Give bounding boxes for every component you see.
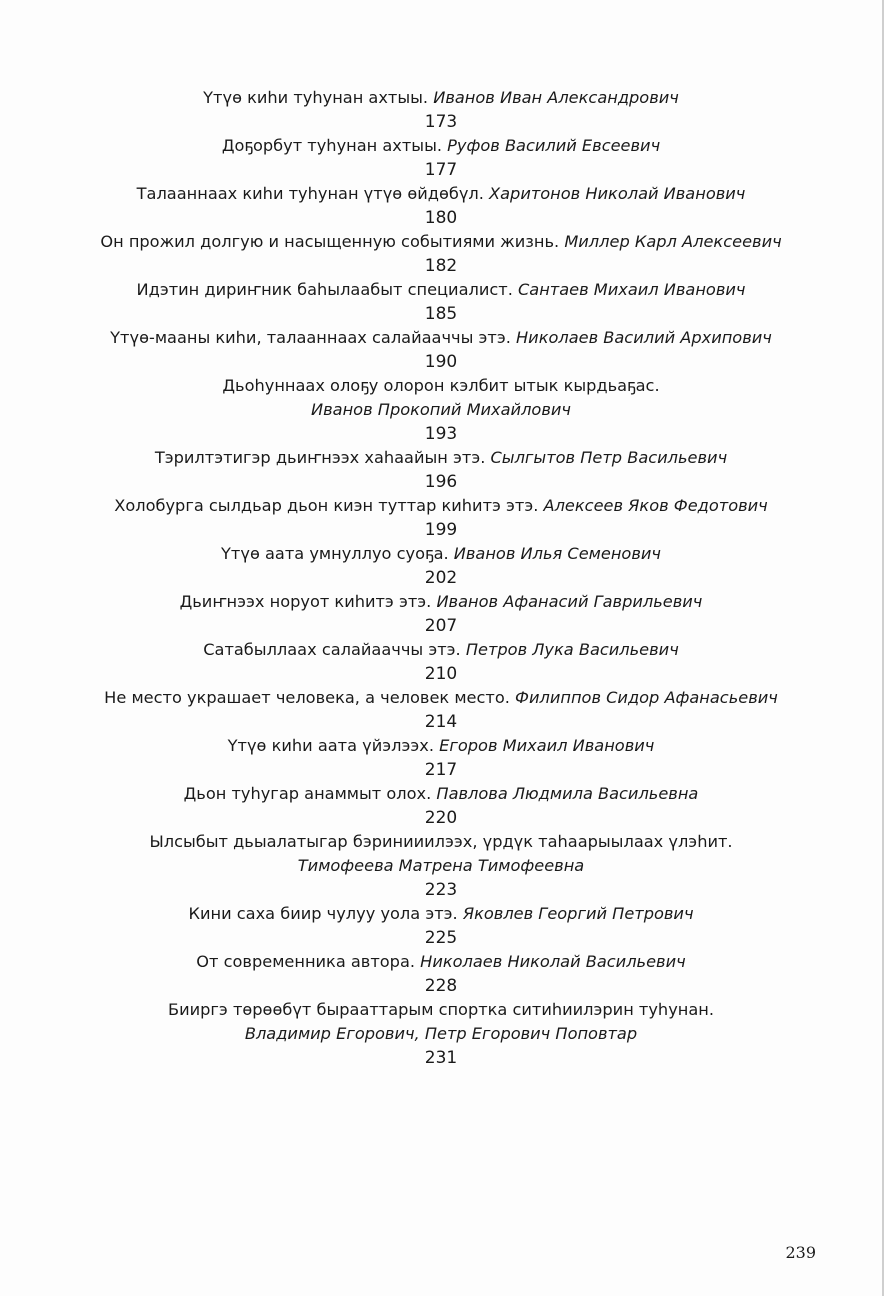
toc-entry	[40, 326, 842, 374]
entry-author: Иванов Илья Семенович	[453, 544, 661, 563]
entry-line	[40, 134, 842, 158]
entry-title-line: Ылсыбыт дьыалатыгар бэринииилээх, үрдүк таһаарыылаах үлэһит.	[149, 832, 733, 851]
entry-page-number: 231	[424, 1048, 458, 1068]
entry-page-number: 225	[424, 928, 458, 948]
entry-line	[40, 950, 842, 974]
entry-title-line: Дьоһуннаах олоҕу олорон кэлбит ытык кырдьаҕас.	[222, 376, 660, 395]
toc-entry	[40, 542, 842, 590]
entry-title: Идэтин дириҥник баһылаабыт специалист.	[136, 280, 518, 299]
entry-page-number: 228	[424, 976, 458, 996]
toc-entry	[40, 782, 842, 830]
toc-entry	[40, 638, 842, 686]
entry-title: От современника автора.	[196, 952, 421, 971]
entry-line	[40, 86, 842, 110]
toc-entry	[40, 734, 842, 782]
entry-author: Яковлев Георгий Петрович	[462, 904, 694, 923]
entry-author: Сылгытов Петр Васильевич	[490, 448, 728, 467]
entry-author: Алексеев Яков Федотович	[543, 496, 768, 515]
entry-title: Он прожил долгую и насыщенную событиями жизнь.	[100, 232, 565, 251]
toc-entry	[40, 998, 842, 1070]
entry-title: Доҕорбут туһунан ахтыы.	[221, 136, 448, 155]
entry-line	[40, 182, 842, 206]
entry-author-line: Тимофеева Матрена Тимофеевна	[297, 856, 585, 875]
entry-page-number: 180	[424, 208, 458, 228]
entry-page-number: 214	[424, 712, 458, 732]
entry-line	[40, 638, 842, 662]
entry-page-number: 185	[424, 304, 458, 324]
entry-line	[40, 542, 842, 566]
toc-entry	[40, 278, 842, 326]
entry-author: Петров Лука Васильевич	[465, 640, 679, 659]
entry-page-number: 199	[424, 520, 458, 540]
entry-line	[40, 686, 842, 710]
entry-page-number: 210	[424, 664, 458, 684]
entry-title: Не место украшает человека, а человек место.	[104, 688, 516, 707]
entry-author: Харитонов Николай Иванович	[489, 184, 746, 203]
entry-title: Дьиҥнээх норуот киһитэ этэ.	[179, 592, 437, 611]
entry-page-number: 207	[424, 616, 458, 636]
entry-page-number: 202	[424, 568, 458, 588]
entry-page-number: 190	[424, 352, 458, 372]
entry-title: Үтүө киһи аата үйэлээх.	[227, 736, 440, 755]
toc-entry	[40, 950, 842, 998]
toc-entry	[40, 830, 842, 902]
entry-author: Николаев Василий Архипович	[516, 328, 772, 347]
toc-entry	[40, 590, 842, 638]
entry-line	[40, 326, 842, 350]
entry-line	[40, 734, 842, 758]
entry-author: Руфов Василий Евсеевич	[447, 136, 661, 155]
toc-entry	[40, 494, 842, 542]
entry-line	[40, 230, 842, 254]
entry-title: Холобурга сылдьар дьон киэн туттар киһитэ этэ.	[114, 496, 544, 515]
entry-page-number: 220	[424, 808, 458, 828]
entry-title-line: Бииргэ төрөөбүт бырааттарым спортка ситиһиилэрин туһунан.	[167, 1000, 715, 1019]
footer-page-number: 239	[785, 1243, 816, 1262]
entry-page-number: 173	[424, 112, 458, 132]
toc-entry	[40, 230, 842, 278]
entry-page-number: 193	[424, 424, 458, 444]
toc-entry	[40, 446, 842, 494]
entry-line	[40, 902, 842, 926]
entry-author: Николаев Николай Васильевич	[420, 952, 686, 971]
entry-page-number: 177	[424, 160, 458, 180]
entry-author: Павлова Людмила Васильевна	[436, 784, 699, 803]
entry-line	[40, 590, 842, 614]
entry-page-number: 182	[424, 256, 458, 276]
entry-line	[40, 494, 842, 518]
toc-entry	[40, 86, 842, 134]
toc-entry	[40, 686, 842, 734]
toc-entry	[40, 374, 842, 446]
entry-page-number: 217	[424, 760, 458, 780]
entry-title: Дьон туһугар анаммыт олох.	[183, 784, 437, 803]
entry-author-line: Иванов Прокопий Михайлович	[311, 400, 571, 419]
entry-author: Миллер Карл Алексеевич	[564, 232, 782, 251]
entry-line	[40, 278, 842, 302]
toc-entry	[40, 182, 842, 230]
entry-author: Филиппов Сидор Афанасьевич	[515, 688, 778, 707]
entry-page-number: 223	[424, 880, 458, 900]
entry-line	[40, 782, 842, 806]
entry-page-number: 196	[424, 472, 458, 492]
table-of-contents	[40, 86, 842, 1070]
entry-author-line: Владимир Егорович, Петр Егорович Поповтар	[244, 1024, 638, 1043]
entry-title: Кини саха биир чулуу уола этэ.	[188, 904, 463, 923]
entry-title: Сатабыллаах салайааччы этэ.	[203, 640, 466, 659]
entry-title: Талааннаах киһи туһунан үтүө өйдөбүл.	[136, 184, 490, 203]
entry-title: Тэрилтэтигэр дьиҥнээх хаһаайын этэ.	[154, 448, 491, 467]
entry-line	[40, 446, 842, 470]
toc-entry	[40, 134, 842, 182]
entry-title: Үтүө аата умнуллуо суоҕа.	[221, 544, 454, 563]
entry-author: Иванов Афанасий Гаврильевич	[436, 592, 703, 611]
entry-author: Егоров Михаил Иванович	[439, 736, 655, 755]
entry-title: Үтүө киһи туһунан ахтыы.	[203, 88, 434, 107]
toc-entry	[40, 902, 842, 950]
entry-author: Сантаев Михаил Иванович	[517, 280, 746, 299]
entry-title: Үтүө-мааны киһи, талааннаах салайааччы этэ.	[110, 328, 516, 347]
entry-author: Иванов Иван Александрович	[433, 88, 679, 107]
